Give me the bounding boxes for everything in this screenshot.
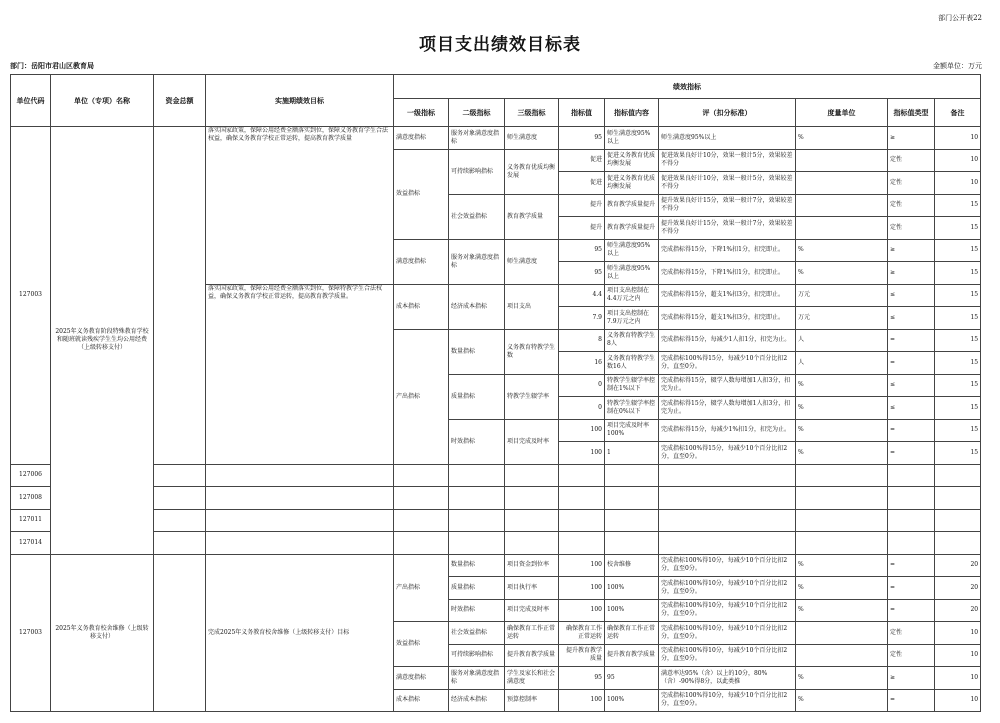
indicator-value: 0 xyxy=(559,374,605,397)
scoring-standard: 促进效果良好计10分，效果一般计5分，效果较差不得分 xyxy=(659,149,796,172)
indicator-type: = xyxy=(888,689,935,712)
indicator-value: 100 xyxy=(559,554,605,577)
empty-cell xyxy=(935,464,981,487)
scoring-standard: 完成指标100%得15分，每减少10个百分比扣2分，直至0分。 xyxy=(659,442,796,465)
indicator-content: 义务教育特教学生8人 xyxy=(605,329,659,352)
indicator-value: 7.9 xyxy=(559,307,605,330)
measure-unit: % xyxy=(796,577,888,600)
indicator-content: 校舍维修 xyxy=(605,554,659,577)
level3-indicator: 教育教学质量 xyxy=(505,194,559,239)
level3-indicator: 项目资金到位率 xyxy=(505,554,559,577)
empty-cell xyxy=(505,509,559,532)
header-performance: 绩效指标 xyxy=(394,75,981,99)
level2-indicator: 数量指标 xyxy=(449,329,505,374)
measure-unit: % xyxy=(796,419,888,442)
level2-indicator: 经济成本指标 xyxy=(449,689,505,712)
measure-unit: % xyxy=(796,397,888,420)
indicator-type: = xyxy=(888,442,935,465)
remark: 15 xyxy=(935,352,981,375)
scoring-standard: 完成指标得15分，每减少1人扣1分，扣完为止。 xyxy=(659,329,796,352)
empty-cell xyxy=(796,509,888,532)
indicator-type: ≥ xyxy=(888,127,935,150)
indicator-type: 定性 xyxy=(888,217,935,240)
empty-cell xyxy=(888,532,935,555)
level1-indicator: 产出指标 xyxy=(394,554,449,622)
empty-cell xyxy=(605,487,659,510)
indicator-content: 师生满意度95%以上 xyxy=(605,239,659,262)
header-total-funds: 资金总额 xyxy=(154,75,206,127)
empty-cell xyxy=(449,487,505,510)
indicator-type: 定性 xyxy=(888,172,935,195)
level2-indicator: 服务对象满意度指标 xyxy=(449,667,505,690)
empty-cell xyxy=(394,464,449,487)
indicator-value: 提升 xyxy=(559,217,605,240)
level2-indicator: 服务对象满意度指标 xyxy=(449,127,505,150)
department-label: 部门：岳阳市君山区教育局 xyxy=(10,61,94,70)
empty-cell xyxy=(559,487,605,510)
scoring-standard: 完成指标得15分，下降1%扣1分，扣完即止。 xyxy=(659,239,796,262)
level3-indicator: 学生及家长和社会满意度 xyxy=(505,667,559,690)
indicator-value: 95 xyxy=(559,262,605,285)
level2-indicator: 经济成本指标 xyxy=(449,284,505,329)
indicator-content: 项目支出控制在4.4万元之内 xyxy=(605,284,659,307)
scoring-standard: 提升效果良好计15分，效果一般计7分，效果较差不得分 xyxy=(659,217,796,240)
scoring-standard: 完成指标100%得10分，每减少10个百分比扣2分，直至0分。 xyxy=(659,554,796,577)
indicator-type: ≤ xyxy=(888,307,935,330)
measure-unit xyxy=(796,644,888,667)
level2-indicator: 社会效益指标 xyxy=(449,622,505,645)
measure-unit: 万元 xyxy=(796,307,888,330)
empty-cell xyxy=(935,532,981,555)
total-funds xyxy=(154,554,206,712)
measure-unit xyxy=(796,622,888,645)
indicator-content: 义务教育特教学生数16人 xyxy=(605,352,659,375)
empty-cell xyxy=(659,532,796,555)
remark: 15 xyxy=(935,262,981,285)
level2-indicator: 可持续影响指标 xyxy=(449,644,505,667)
level1-indicator: 效益指标 xyxy=(394,622,449,667)
measure-unit xyxy=(796,217,888,240)
empty-cell xyxy=(394,487,449,510)
level2-indicator: 时效指标 xyxy=(449,599,505,622)
scoring-standard: 师生满意度95%以上 xyxy=(659,127,796,150)
remark: 15 xyxy=(935,374,981,397)
remark: 10 xyxy=(935,149,981,172)
unit-code: 127011 xyxy=(11,509,51,532)
performance-target: 完成2025年义务教育校舍维修（上级转移支付）目标 xyxy=(206,554,394,712)
total-funds xyxy=(154,127,206,465)
scoring-standard: 完成指标得15分，每减少1%扣1分，扣完为止。 xyxy=(659,419,796,442)
indicator-content: 促进义务教育优质均衡发展 xyxy=(605,149,659,172)
empty-cell xyxy=(559,509,605,532)
indicator-value: 95 xyxy=(559,127,605,150)
unit-code: 127006 xyxy=(11,464,51,487)
header-content: 指标值内容 xyxy=(605,99,659,127)
header-target: 实施期绩效目标 xyxy=(206,75,394,127)
scoring-standard: 满意率达95%（含）以上的10分，80%（含）-90%得8分，以此类推 xyxy=(659,667,796,690)
empty-cell xyxy=(935,509,981,532)
remark: 15 xyxy=(935,329,981,352)
indicator-value: 8 xyxy=(559,329,605,352)
scoring-standard: 完成指标得15分，超支1%扣3分，扣完即止。 xyxy=(659,284,796,307)
level3-indicator: 师生满意度 xyxy=(505,127,559,150)
indicator-type: 定性 xyxy=(888,149,935,172)
unit-code: 127014 xyxy=(11,532,51,555)
remark: 15 xyxy=(935,239,981,262)
level3-indicator: 项目执行率 xyxy=(505,577,559,600)
remark: 10 xyxy=(935,667,981,690)
remark: 10 xyxy=(935,689,981,712)
level3-indicator: 义务教育特教学生数 xyxy=(505,329,559,374)
remark: 15 xyxy=(935,284,981,307)
measure-unit: % xyxy=(796,262,888,285)
indicator-type: ≤ xyxy=(888,374,935,397)
indicator-content: 促进义务教育优质均衡发展 xyxy=(605,172,659,195)
header-unit-code: 单位代码 xyxy=(11,75,51,127)
scoring-standard: 完成指标100%得10分，每减少10个百分比扣2分，直至0分。 xyxy=(659,577,796,600)
measure-unit xyxy=(796,149,888,172)
header-level2: 二级指标 xyxy=(449,99,505,127)
scoring-standard: 完成指标得15分，下降1%扣1分，扣完即止。 xyxy=(659,262,796,285)
empty-cell xyxy=(659,487,796,510)
level3-indicator: 项目完成及时率 xyxy=(505,599,559,622)
scoring-standard: 完成指标得15分，辍学人数每增加1人扣3分，扣完为止。 xyxy=(659,374,796,397)
empty-cell xyxy=(888,464,935,487)
page-title: 项目支出绩效目标表 xyxy=(419,35,581,55)
level3-indicator: 预算控制率 xyxy=(505,689,559,712)
header-type: 指标值类型 xyxy=(888,99,935,127)
indicator-content: 特教学生辍学率控制在1%以下 xyxy=(605,374,659,397)
indicator-type: = xyxy=(888,329,935,352)
measure-unit: 人 xyxy=(796,352,888,375)
indicator-value: 促进 xyxy=(559,149,605,172)
header-measure: 度量单位 xyxy=(796,99,888,127)
empty-cell xyxy=(605,532,659,555)
indicator-content: 项目支出控制在7.9万元之内 xyxy=(605,307,659,330)
remark: 15 xyxy=(935,442,981,465)
indicator-value: 100 xyxy=(559,442,605,465)
indicator-type: ≤ xyxy=(888,397,935,420)
level1-indicator: 成本指标 xyxy=(394,284,449,329)
indicator-content: 确保教育工作正常运转 xyxy=(605,622,659,645)
measure-unit: % xyxy=(796,239,888,262)
indicator-type: = xyxy=(888,599,935,622)
indicator-content: 特教学生辍学率控制在0%以下 xyxy=(605,397,659,420)
scoring-standard: 完成指标100%得10分，每减少10个百分比扣2分，直至0分。 xyxy=(659,689,796,712)
header-level1: 一级指标 xyxy=(394,99,449,127)
unit-name: 2025年义务教育阶段特殊教育学校和随班就读残疾学生生均公用经费（上级转移支付） xyxy=(51,127,154,555)
performance-target xyxy=(206,509,394,532)
indicator-type: ≥ xyxy=(888,239,935,262)
performance-target xyxy=(206,464,394,487)
indicator-value: 100 xyxy=(559,599,605,622)
indicator-content: 提升教育教学质量 xyxy=(605,644,659,667)
table-row xyxy=(11,532,981,555)
indicator-type: 定性 xyxy=(888,622,935,645)
level1-indicator: 满意度指标 xyxy=(394,239,449,284)
level1-indicator: 效益指标 xyxy=(394,149,449,239)
table-row xyxy=(11,464,981,487)
measure-unit: % xyxy=(796,667,888,690)
measure-unit: % xyxy=(796,374,888,397)
remark: 15 xyxy=(935,194,981,217)
indicator-type: = xyxy=(888,554,935,577)
table-row xyxy=(11,554,981,577)
level3-indicator: 确保教育工作正常运转 xyxy=(505,622,559,645)
indicator-value: 0 xyxy=(559,397,605,420)
measure-unit: 万元 xyxy=(796,284,888,307)
total-funds xyxy=(154,487,206,510)
empty-cell xyxy=(505,464,559,487)
indicator-value: 提升教育教学质量 xyxy=(559,644,605,667)
table-row xyxy=(11,127,981,150)
header-score: 评（扣分标准） xyxy=(659,99,796,127)
level3-indicator: 义务教育优质均衡发展 xyxy=(505,149,559,194)
money-unit-label: 金额单位：万元 xyxy=(933,62,982,70)
header-unit-name: 单位（专项）名称 xyxy=(51,75,154,127)
indicator-content: 教育教学质量提升 xyxy=(605,194,659,217)
remark: 20 xyxy=(935,554,981,577)
level3-indicator: 项目完成及时率 xyxy=(505,419,559,464)
empty-cell xyxy=(394,532,449,555)
remark: 15 xyxy=(935,217,981,240)
indicator-content: 师生满意度95%以上 xyxy=(605,262,659,285)
remark: 15 xyxy=(935,307,981,330)
level2-indicator: 数量指标 xyxy=(449,554,505,577)
empty-cell xyxy=(796,532,888,555)
indicator-value: 确保教育工作正常运转 xyxy=(559,622,605,645)
empty-cell xyxy=(559,532,605,555)
level1-indicator: 满意度指标 xyxy=(394,127,449,150)
indicator-content: 1 xyxy=(605,442,659,465)
unit-name: 2025年义务教育校舍维修（上级转移支付） xyxy=(51,554,154,712)
empty-cell xyxy=(449,464,505,487)
performance-table xyxy=(10,74,981,712)
level2-indicator: 质量指标 xyxy=(449,374,505,419)
indicator-value: 100 xyxy=(559,577,605,600)
indicator-content: 100% xyxy=(605,577,659,600)
indicator-value: 4.4 xyxy=(559,284,605,307)
remark: 10 xyxy=(935,127,981,150)
header-value: 指标值 xyxy=(559,99,605,127)
empty-cell xyxy=(449,532,505,555)
level2-indicator: 可持续影响指标 xyxy=(449,149,505,194)
level3-indicator: 提升教育教学质量 xyxy=(505,644,559,667)
performance-target xyxy=(206,532,394,555)
level1-indicator: 满意度指标 xyxy=(394,667,449,690)
performance-target xyxy=(206,487,394,510)
empty-cell xyxy=(605,509,659,532)
empty-cell xyxy=(888,487,935,510)
level2-indicator: 时效指标 xyxy=(449,419,505,464)
measure-unit xyxy=(796,172,888,195)
scoring-standard: 完成指标100%得10分，每减少10个百分比扣2分，直至0分。 xyxy=(659,599,796,622)
indicator-type: = xyxy=(888,419,935,442)
indicator-content: 教育教学质量提升 xyxy=(605,217,659,240)
performance-target: 落实国家政策，保障公用经费全额落实到位，保障特教学生合法权益，确保义务教育学校正常运转，提高教育教学质量。 xyxy=(206,284,394,464)
indicator-type: ≥ xyxy=(888,262,935,285)
level2-indicator: 服务对象满意度指标 xyxy=(449,239,505,284)
indicator-type: ≥ xyxy=(888,667,935,690)
scoring-standard: 提升效果良好计15分，效果一般计7分，效果较差不得分 xyxy=(659,194,796,217)
indicator-type: 定性 xyxy=(888,644,935,667)
measure-unit: 人 xyxy=(796,329,888,352)
indicator-value: 95 xyxy=(559,239,605,262)
measure-unit: % xyxy=(796,127,888,150)
header-level3: 三级指标 xyxy=(505,99,559,127)
empty-cell xyxy=(888,509,935,532)
empty-cell xyxy=(935,487,981,510)
indicator-content: 项目完成及时率100% xyxy=(605,419,659,442)
remark: 10 xyxy=(935,622,981,645)
empty-cell xyxy=(605,464,659,487)
indicator-type: = xyxy=(888,352,935,375)
level3-indicator: 特教学生辍学率 xyxy=(505,374,559,419)
level2-indicator: 社会效益指标 xyxy=(449,194,505,239)
indicator-value: 100 xyxy=(559,689,605,712)
unit-code: 127003 xyxy=(11,554,51,712)
empty-cell xyxy=(394,509,449,532)
empty-cell xyxy=(659,464,796,487)
table-number-label: 部门公开表22 xyxy=(938,14,982,22)
remark: 15 xyxy=(935,419,981,442)
total-funds xyxy=(154,509,206,532)
level2-indicator: 质量指标 xyxy=(449,577,505,600)
indicator-type: 定性 xyxy=(888,194,935,217)
table-row xyxy=(11,509,981,532)
level1-indicator: 成本指标 xyxy=(394,689,449,712)
table-row xyxy=(11,487,981,510)
unit-code: 127003 xyxy=(11,127,51,465)
indicator-value: 95 xyxy=(559,667,605,690)
unit-code: 127008 xyxy=(11,487,51,510)
remark: 10 xyxy=(935,644,981,667)
indicator-value: 提升 xyxy=(559,194,605,217)
indicator-content: 100% xyxy=(605,599,659,622)
indicator-type: ≤ xyxy=(888,284,935,307)
indicator-content: 师生满意度95%以上 xyxy=(605,127,659,150)
scoring-standard: 完成指标100%得15分，每减少10个百分比扣2分，直至0分。 xyxy=(659,352,796,375)
remark: 10 xyxy=(935,172,981,195)
header-note: 备注 xyxy=(935,99,981,127)
measure-unit: % xyxy=(796,689,888,712)
performance-target: 落实国家政策，保障公用经费全额落实到位，保障义务教育学生合法权益，确保义务教育学校正常运转，提高教育教学质量 xyxy=(206,127,394,285)
remark: 20 xyxy=(935,577,981,600)
remark: 20 xyxy=(935,599,981,622)
total-funds xyxy=(154,532,206,555)
measure-unit: % xyxy=(796,599,888,622)
empty-cell xyxy=(505,487,559,510)
measure-unit xyxy=(796,194,888,217)
scoring-standard: 完成指标100%得10分，每减少10个百分比扣2分，直至0分。 xyxy=(659,622,796,645)
empty-cell xyxy=(559,464,605,487)
level3-indicator: 项目支出 xyxy=(505,284,559,329)
empty-cell xyxy=(449,509,505,532)
empty-cell xyxy=(796,464,888,487)
indicator-type: = xyxy=(888,577,935,600)
remark: 15 xyxy=(935,397,981,420)
scoring-standard: 促进效果良好计10分，效果一般计5分，效果较差不得分 xyxy=(659,172,796,195)
measure-unit: % xyxy=(796,442,888,465)
scoring-standard: 完成指标得15分，辍学人数每增加1人扣3分，扣完为止。 xyxy=(659,397,796,420)
indicator-content: 100% xyxy=(605,689,659,712)
level1-indicator: 产出指标 xyxy=(394,329,449,464)
empty-cell xyxy=(659,509,796,532)
measure-unit: % xyxy=(796,554,888,577)
total-funds xyxy=(154,464,206,487)
empty-cell xyxy=(505,532,559,555)
scoring-standard: 完成指标得15分，超支1%扣3分，扣完即止。 xyxy=(659,307,796,330)
scoring-standard: 完成指标100%得10分，每减少10个百分比扣2分，直至0分。 xyxy=(659,644,796,667)
empty-cell xyxy=(796,487,888,510)
indicator-content: 95 xyxy=(605,667,659,690)
indicator-value: 促进 xyxy=(559,172,605,195)
indicator-value: 100 xyxy=(559,419,605,442)
indicator-value: 16 xyxy=(559,352,605,375)
level3-indicator: 师生满意度 xyxy=(505,239,559,284)
